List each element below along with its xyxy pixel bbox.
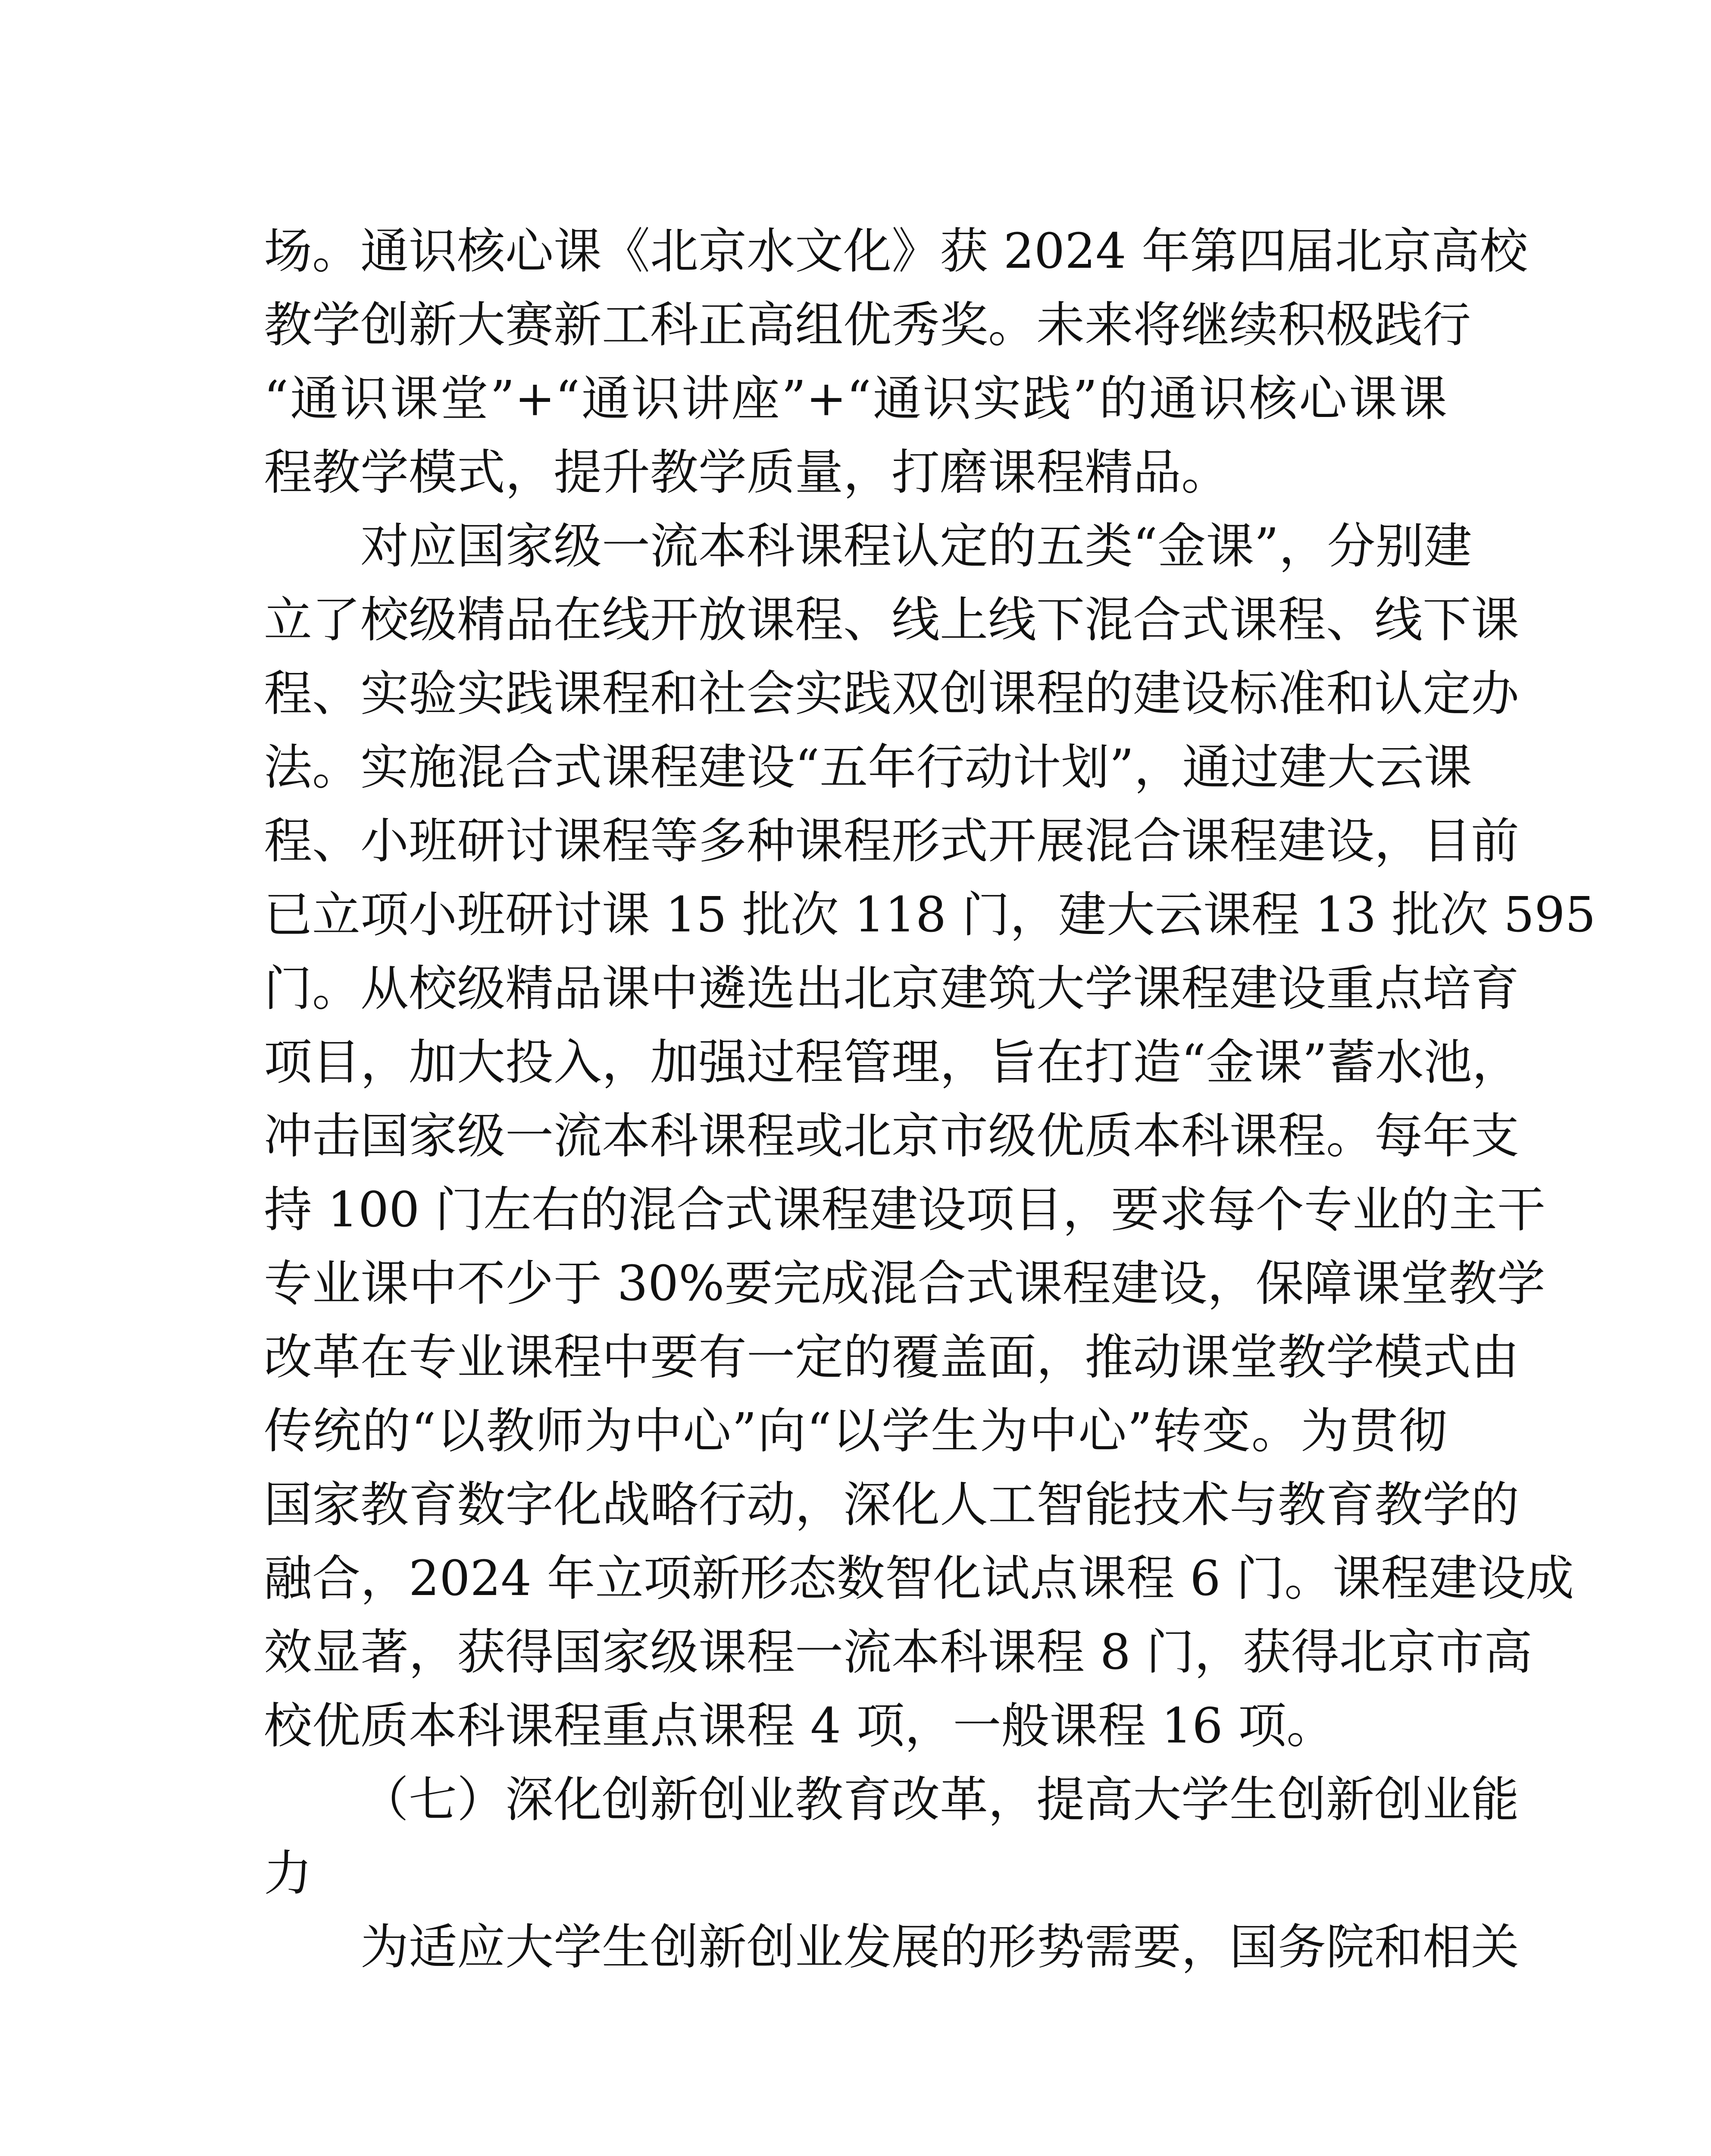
section-heading-line: 力 (264, 1846, 312, 1902)
paragraph-line: 冲击国家级一流本科课程或北京市级优质本科课程。每年支 (264, 1108, 1519, 1164)
paragraph-line: 教学创新大赛新工科正高组优秀奖。未来将继续积极践行 (264, 297, 1471, 353)
paragraph-line: 程教学模式，提升教学质量，打磨课程精品。 (264, 445, 1229, 501)
paragraph-line: 程、实验实践课程和社会实践双创课程的建设标准和认定办 (264, 666, 1519, 722)
paragraph-line: 专业课中不少于 30%要完成混合式课程建设，保障课堂教学 (264, 1256, 1545, 1312)
paragraph-line: 对应国家级一流本科课程认定的五类“金课”，分别建 (360, 518, 1472, 574)
paragraph-line: 融合，2024 年立项新形态数智化试点课程 6 门。课程建设成 (264, 1551, 1574, 1607)
paragraph-line: 改革在专业课程中要有一定的覆盖面，推动课堂教学模式由 (264, 1329, 1519, 1385)
page-body (264, 215, 1596, 1984)
paragraph-line: 传统的“以教师为中心”向“以学生为中心”转变。为贯彻 (264, 1403, 1447, 1459)
paragraph-line: 校优质本科课程重点课程 4 项，一般课程 16 项。 (264, 1698, 1335, 1754)
paragraph-line: 国家教育数字化战略行动，深化人工智能技术与教育教学的 (264, 1477, 1519, 1533)
paragraph-line: “通识课堂”+“通识讲座”+“通识实践”的通识核心课课 (264, 371, 1447, 427)
paragraph-line: 程、小班研讨课程等多种课程形式开展混合课程建设，目前 (264, 813, 1519, 869)
paragraph-line: 立了校级精品在线开放课程、线上线下混合式课程、线下课 (264, 592, 1519, 648)
paragraph-line: 项目，加大投入，加强过程管理，旨在打造“金课”蓄水池， (264, 1034, 1520, 1091)
paragraph-line: 为适应大学生创新创业发展的形势需要，国务院和相关 (360, 1919, 1519, 1975)
paragraph-line: 持 100 门左右的混合式课程建设项目，要求每个专业的主干 (264, 1182, 1545, 1238)
paragraph-line: 法。实施混合式课程建设“五年行动计划”，通过建大云课 (264, 740, 1472, 796)
paragraph-line: 效显著，获得国家级课程一流本科课程 8 门，获得北京市高 (264, 1624, 1533, 1680)
section-heading-line: （七）深化创新创业教育改革，提高大学生创新创业能 (360, 1772, 1519, 1828)
paragraph-line: 已立项小班研讨课 15 批次 118 门，建大云课程 13 批次 595 (264, 887, 1596, 943)
paragraph-line: 门。从校级精品课中遴选出北京建筑大学课程建设重点培育 (264, 961, 1519, 1017)
paragraph-line: 场。通识核心课《北京水文化》获 2024 年第四届北京高校 (264, 223, 1528, 279)
